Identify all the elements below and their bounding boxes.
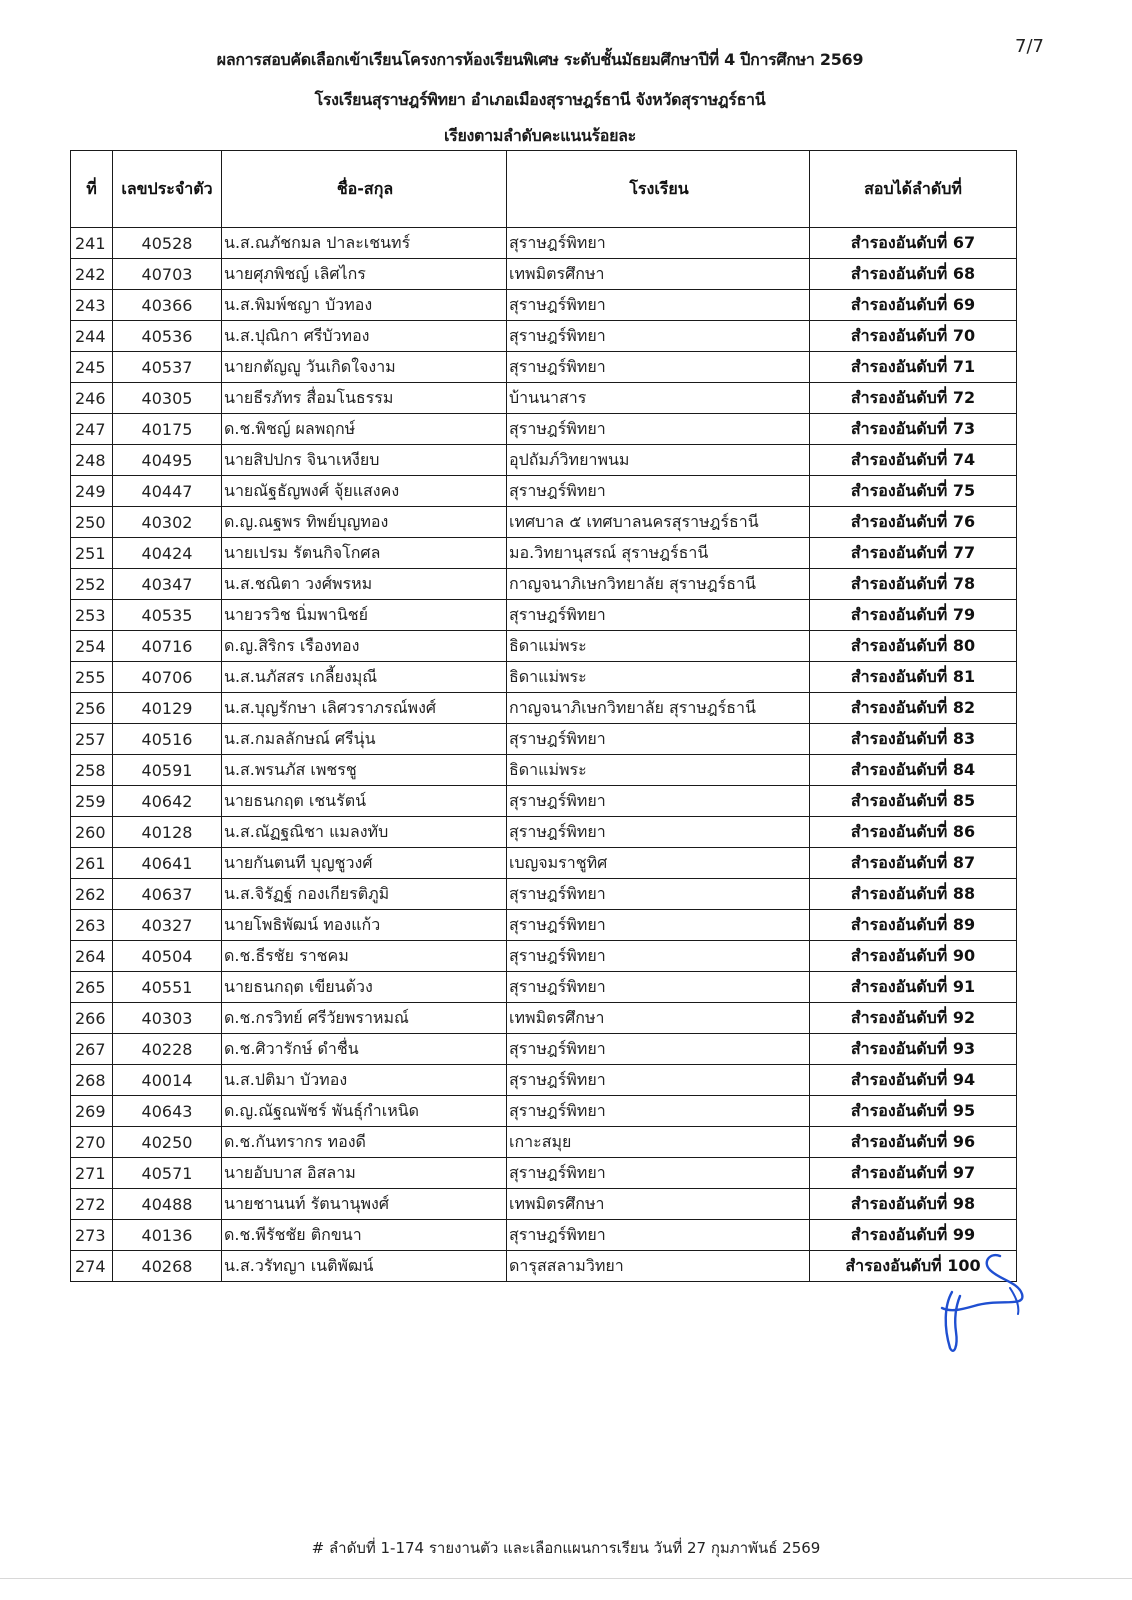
table-header-row <box>71 151 1017 228</box>
cell-name: น.ส.ปติมา บัวทอง <box>222 1065 507 1096</box>
cell-no: 248 <box>71 445 113 476</box>
cell-school: กาญจนาภิเษกวิทยาลัย สุราษฎร์ธานี <box>507 569 810 600</box>
cell-student-id: 40347 <box>113 569 222 600</box>
page-number: 7/7 <box>1015 36 1044 57</box>
column-header-school: โรงเรียน <box>507 151 810 228</box>
cell-no: 244 <box>71 321 113 352</box>
cell-student-id: 40504 <box>113 941 222 972</box>
cell-name: น.ส.ณัฏฐณิชา แมลงทับ <box>222 817 507 848</box>
cell-student-id: 40305 <box>113 383 222 414</box>
cell-no: 262 <box>71 879 113 910</box>
cell-rank: สำรองอันดับที่ 86 <box>810 817 1017 848</box>
cell-school: เบญจมราชูทิศ <box>507 848 810 879</box>
cell-student-id: 40228 <box>113 1034 222 1065</box>
cell-rank: สำรองอันดับที่ 99 <box>810 1220 1017 1251</box>
cell-student-id: 40136 <box>113 1220 222 1251</box>
cell-student-id: 40424 <box>113 538 222 569</box>
cell-student-id: 40535 <box>113 600 222 631</box>
cell-student-id: 40014 <box>113 1065 222 1096</box>
table-row <box>71 848 1017 879</box>
cell-school: เทพมิตรศึกษา <box>507 1189 810 1220</box>
table-row <box>71 724 1017 755</box>
cell-school: เทศบาล ๕ เทศบาลนครสุราษฎร์ธานี <box>507 507 810 538</box>
table-row <box>71 321 1017 352</box>
table-row <box>71 1158 1017 1189</box>
cell-name: น.ส.พิมพ์ชญา บัวทอง <box>222 290 507 321</box>
cell-rank: สำรองอันดับที่ 89 <box>810 910 1017 941</box>
cell-school: สุราษฎร์พิทยา <box>507 1034 810 1065</box>
table-row <box>71 1003 1017 1034</box>
cell-no: 247 <box>71 414 113 445</box>
cell-school: สุราษฎร์พิทยา <box>507 600 810 631</box>
column-header-id: เลขประจำตัว <box>113 151 222 228</box>
cell-student-id: 40366 <box>113 290 222 321</box>
cell-school: สุราษฎร์พิทยา <box>507 879 810 910</box>
cell-rank: สำรองอันดับที่ 96 <box>810 1127 1017 1158</box>
cell-student-id: 40488 <box>113 1189 222 1220</box>
cell-name: ด.ช.กันทรากร ทองดี <box>222 1127 507 1158</box>
cell-school: สุราษฎร์พิทยา <box>507 476 810 507</box>
cell-rank: สำรองอันดับที่ 70 <box>810 321 1017 352</box>
table-row <box>71 1065 1017 1096</box>
cell-student-id: 40175 <box>113 414 222 445</box>
cell-name: น.ส.นภัสสร เกลี้ยงมุณี <box>222 662 507 693</box>
cell-rank: สำรองอันดับที่ 94 <box>810 1065 1017 1096</box>
cell-name: ด.ญ.สิริกร เรืองทอง <box>222 631 507 662</box>
cell-school: เกาะสมุย <box>507 1127 810 1158</box>
table-row <box>71 786 1017 817</box>
signature-stroke <box>946 1292 960 1351</box>
document-title: ผลการสอบคัดเลือกเข้าเรียนโครงการห้องเรียนพิเศษ ระดับชั้นมัธยมศึกษาปีที่ 4 ปีการศึกษา 2569 <box>216 50 864 69</box>
cell-no: 261 <box>71 848 113 879</box>
cell-no: 251 <box>71 538 113 569</box>
cell-rank: สำรองอันดับที่ 82 <box>810 693 1017 724</box>
column-header-rank: สอบได้ลำดับที่ <box>810 151 1017 228</box>
column-header-name: ชื่อ-สกุล <box>222 151 507 228</box>
cell-school: สุราษฎร์พิทยา <box>507 1220 810 1251</box>
cell-name: ด.ญ.ณัฐณพัชร์ พันธุ์กำเหนิด <box>222 1096 507 1127</box>
cell-name: น.ส.วรัทญา เนติพัฒน์ <box>222 1251 507 1282</box>
cell-name: น.ส.ปุณิกา ศรีบัวทอง <box>222 321 507 352</box>
cell-school: มอ.วิทยานุสรณ์ สุราษฎร์ธานี <box>507 538 810 569</box>
table-row <box>71 290 1017 321</box>
cell-rank: สำรองอันดับที่ 74 <box>810 445 1017 476</box>
cell-no: 260 <box>71 817 113 848</box>
results-table <box>70 150 1017 1282</box>
cell-school: ธิดาแม่พระ <box>507 662 810 693</box>
cell-school: สุราษฎร์พิทยา <box>507 414 810 445</box>
cell-no: 264 <box>71 941 113 972</box>
cell-rank: สำรองอันดับที่ 85 <box>810 786 1017 817</box>
sort-subtitle: เรียงตามลำดับคะแนนร้อยละ <box>444 126 636 145</box>
table-row <box>71 910 1017 941</box>
cell-rank: สำรองอันดับที่ 76 <box>810 507 1017 538</box>
cell-student-id: 40447 <box>113 476 222 507</box>
cell-school: สุราษฎร์พิทยา <box>507 817 810 848</box>
cell-student-id: 40642 <box>113 786 222 817</box>
cell-student-id: 40716 <box>113 631 222 662</box>
cell-student-id: 40643 <box>113 1096 222 1127</box>
cell-student-id: 40528 <box>113 228 222 259</box>
cell-no: 271 <box>71 1158 113 1189</box>
cell-name: นายเปรม รัตนกิจโกศล <box>222 538 507 569</box>
cell-school: อุปถัมภ์วิทยาพนม <box>507 445 810 476</box>
cell-no: 250 <box>71 507 113 538</box>
cell-name: น.ส.ชณิตา วงศ์พรหม <box>222 569 507 600</box>
cell-name: นายวรวิช นิ่มพานิชย์ <box>222 600 507 631</box>
column-header-no: ที่ <box>71 151 113 228</box>
table-row <box>71 879 1017 910</box>
cell-student-id: 40637 <box>113 879 222 910</box>
table-row <box>71 1189 1017 1220</box>
table-row <box>71 538 1017 569</box>
cell-no: 267 <box>71 1034 113 1065</box>
cell-student-id: 40551 <box>113 972 222 1003</box>
cell-school: ดารุสสลามวิทยา <box>507 1251 810 1282</box>
cell-no: 266 <box>71 1003 113 1034</box>
cell-no: 242 <box>71 259 113 290</box>
table-row <box>71 600 1017 631</box>
cell-rank: สำรองอันดับที่ 67 <box>810 228 1017 259</box>
table-row <box>71 445 1017 476</box>
cell-name: น.ส.จิรัฏฐ์ กองเกียรติภูมิ <box>222 879 507 910</box>
table-row <box>71 941 1017 972</box>
table-row <box>71 662 1017 693</box>
school-subtitle: โรงเรียนสุราษฎร์พิทยา อำเภอเมืองสุราษฎร์ธานี จังหวัดสุราษฎร์ธานี <box>314 90 766 109</box>
table-row <box>71 414 1017 445</box>
table-row <box>71 569 1017 600</box>
table-row <box>71 259 1017 290</box>
cell-student-id: 40536 <box>113 321 222 352</box>
cell-name: นายสิปปกร จินาเหงียบ <box>222 445 507 476</box>
table-row <box>71 817 1017 848</box>
cell-no: 268 <box>71 1065 113 1096</box>
cell-student-id: 40495 <box>113 445 222 476</box>
cell-name: นายธีรภัทร สื่อมโนธรรม <box>222 383 507 414</box>
cell-no: 272 <box>71 1189 113 1220</box>
cell-rank: สำรองอันดับที่ 92 <box>810 1003 1017 1034</box>
cell-rank: สำรองอันดับที่ 79 <box>810 600 1017 631</box>
cell-name: น.ส.ณภัชกมล ปาละเชนทร์ <box>222 228 507 259</box>
cell-rank: สำรองอันดับที่ 88 <box>810 879 1017 910</box>
cell-no: 265 <box>71 972 113 1003</box>
cell-name: นายชานนท์ รัตนานุพงศ์ <box>222 1189 507 1220</box>
cell-student-id: 40129 <box>113 693 222 724</box>
table-row <box>71 755 1017 786</box>
cell-school: สุราษฎร์พิทยา <box>507 352 810 383</box>
cell-student-id: 40303 <box>113 1003 222 1034</box>
cell-school: สุราษฎร์พิทยา <box>507 910 810 941</box>
cell-school: สุราษฎร์พิทยา <box>507 290 810 321</box>
page-bottom-rule <box>0 1578 1132 1579</box>
cell-no: 243 <box>71 290 113 321</box>
cell-name: นายกตัญญู วันเกิดใจงาม <box>222 352 507 383</box>
cell-rank: สำรองอันดับที่ 77 <box>810 538 1017 569</box>
cell-rank: สำรองอันดับที่ 91 <box>810 972 1017 1003</box>
cell-student-id: 40268 <box>113 1251 222 1282</box>
cell-rank: สำรองอันดับที่ 75 <box>810 476 1017 507</box>
cell-rank: สำรองอันดับที่ 80 <box>810 631 1017 662</box>
cell-student-id: 40302 <box>113 507 222 538</box>
table-row <box>71 1220 1017 1251</box>
cell-no: 241 <box>71 228 113 259</box>
table-row <box>71 972 1017 1003</box>
cell-no: 274 <box>71 1251 113 1282</box>
cell-name: นายศุภพิชญ์ เลิศไกร <box>222 259 507 290</box>
cell-name: นายธนกฤต เขียนด้วง <box>222 972 507 1003</box>
footer-note: # ลำดับที่ 1-174 รายงานตัว และเลือกแผนการเรียน วันที่ 27 กุมภาพันธ์ 2569 <box>311 1539 821 1557</box>
table-row <box>71 228 1017 259</box>
table-body <box>71 228 1017 1282</box>
cell-school: สุราษฎร์พิทยา <box>507 941 810 972</box>
cell-rank: สำรองอันดับที่ 95 <box>810 1096 1017 1127</box>
cell-rank: สำรองอันดับที่ 71 <box>810 352 1017 383</box>
table-row <box>71 1127 1017 1158</box>
cell-no: 252 <box>71 569 113 600</box>
cell-name: นายกันตนที บุญชูวงศ์ <box>222 848 507 879</box>
cell-name: ด.ช.ธีรชัย ราชคม <box>222 941 507 972</box>
cell-name: น.ส.กมลลักษณ์ ศรีนุ่น <box>222 724 507 755</box>
cell-no: 269 <box>71 1096 113 1127</box>
cell-student-id: 40327 <box>113 910 222 941</box>
cell-rank: สำรองอันดับที่ 87 <box>810 848 1017 879</box>
table-row <box>71 1034 1017 1065</box>
cell-school: ธิดาแม่พระ <box>507 755 810 786</box>
table-row <box>71 383 1017 414</box>
cell-rank: สำรองอันดับที่ 98 <box>810 1189 1017 1220</box>
cell-rank: สำรองอันดับที่ 73 <box>810 414 1017 445</box>
cell-no: 270 <box>71 1127 113 1158</box>
table-row <box>71 507 1017 538</box>
cell-student-id: 40641 <box>113 848 222 879</box>
cell-student-id: 40591 <box>113 755 222 786</box>
cell-name: นายธนกฤต เชนรัตน์ <box>222 786 507 817</box>
table-row <box>71 1251 1017 1282</box>
cell-rank: สำรองอันดับที่ 93 <box>810 1034 1017 1065</box>
cell-no: 246 <box>71 383 113 414</box>
cell-school: เทพมิตรศึกษา <box>507 259 810 290</box>
cell-rank: สำรองอันดับที่ 72 <box>810 383 1017 414</box>
cell-rank: สำรองอันดับที่ 81 <box>810 662 1017 693</box>
table-row <box>71 476 1017 507</box>
cell-school: บ้านนาสาร <box>507 383 810 414</box>
cell-school: สุราษฎร์พิทยา <box>507 724 810 755</box>
cell-rank: สำรองอันดับที่ 78 <box>810 569 1017 600</box>
cell-rank: สำรองอันดับที่ 83 <box>810 724 1017 755</box>
cell-rank: สำรองอันดับที่ 69 <box>810 290 1017 321</box>
cell-no: 263 <box>71 910 113 941</box>
cell-no: 259 <box>71 786 113 817</box>
cell-student-id: 40703 <box>113 259 222 290</box>
cell-name: ด.ช.พิชญ์ ผลพฤกษ์ <box>222 414 507 445</box>
cell-name: ด.ช.พีรัชชัย ติกขนา <box>222 1220 507 1251</box>
cell-no: 245 <box>71 352 113 383</box>
cell-no: 249 <box>71 476 113 507</box>
table-row <box>71 352 1017 383</box>
cell-school: สุราษฎร์พิทยา <box>507 1158 810 1189</box>
cell-no: 273 <box>71 1220 113 1251</box>
cell-name: ด.ญ.ณฐพร ทิพย์บุญทอง <box>222 507 507 538</box>
cell-student-id: 40571 <box>113 1158 222 1189</box>
cell-name: น.ส.พรนภัส เพชรชู <box>222 755 507 786</box>
cell-name: ด.ช.กรวิทย์ ศรีวัยพราหมณ์ <box>222 1003 507 1034</box>
cell-school: ธิดาแม่พระ <box>507 631 810 662</box>
cell-school: สุราษฎร์พิทยา <box>507 228 810 259</box>
cell-rank: สำรองอันดับที่ 100 <box>810 1251 1017 1282</box>
cell-student-id: 40128 <box>113 817 222 848</box>
cell-student-id: 40250 <box>113 1127 222 1158</box>
table-row <box>71 1096 1017 1127</box>
cell-rank: สำรองอันดับที่ 84 <box>810 755 1017 786</box>
cell-no: 257 <box>71 724 113 755</box>
cell-no: 254 <box>71 631 113 662</box>
cell-no: 258 <box>71 755 113 786</box>
cell-school: เทพมิตรศึกษา <box>507 1003 810 1034</box>
table-row <box>71 631 1017 662</box>
cell-school: กาญจนาภิเษกวิทยาลัย สุราษฎร์ธานี <box>507 693 810 724</box>
signature-stroke <box>942 1255 1022 1310</box>
cell-school: สุราษฎร์พิทยา <box>507 786 810 817</box>
cell-student-id: 40537 <box>113 352 222 383</box>
cell-name: น.ส.บุญรักษา เลิศวราภรณ์พงศ์ <box>222 693 507 724</box>
table-row <box>71 693 1017 724</box>
cell-student-id: 40706 <box>113 662 222 693</box>
cell-student-id: 40516 <box>113 724 222 755</box>
signature-mark <box>930 1248 1030 1358</box>
cell-name: นายโพธิพัฒน์ ทองแก้ว <box>222 910 507 941</box>
cell-rank: สำรองอันดับที่ 97 <box>810 1158 1017 1189</box>
cell-name: นายณัฐธัญพงศ์ จุ้ยแสงคง <box>222 476 507 507</box>
cell-rank: สำรองอันดับที่ 90 <box>810 941 1017 972</box>
cell-name: ด.ช.ศิวารักษ์ ดำชื่น <box>222 1034 507 1065</box>
cell-rank: สำรองอันดับที่ 68 <box>810 259 1017 290</box>
cell-school: สุราษฎร์พิทยา <box>507 1096 810 1127</box>
cell-no: 253 <box>71 600 113 631</box>
cell-school: สุราษฎร์พิทยา <box>507 321 810 352</box>
cell-school: สุราษฎร์พิทยา <box>507 972 810 1003</box>
cell-no: 256 <box>71 693 113 724</box>
cell-name: นายอับบาส อิสลาม <box>222 1158 507 1189</box>
cell-school: สุราษฎร์พิทยา <box>507 1065 810 1096</box>
cell-no: 255 <box>71 662 113 693</box>
